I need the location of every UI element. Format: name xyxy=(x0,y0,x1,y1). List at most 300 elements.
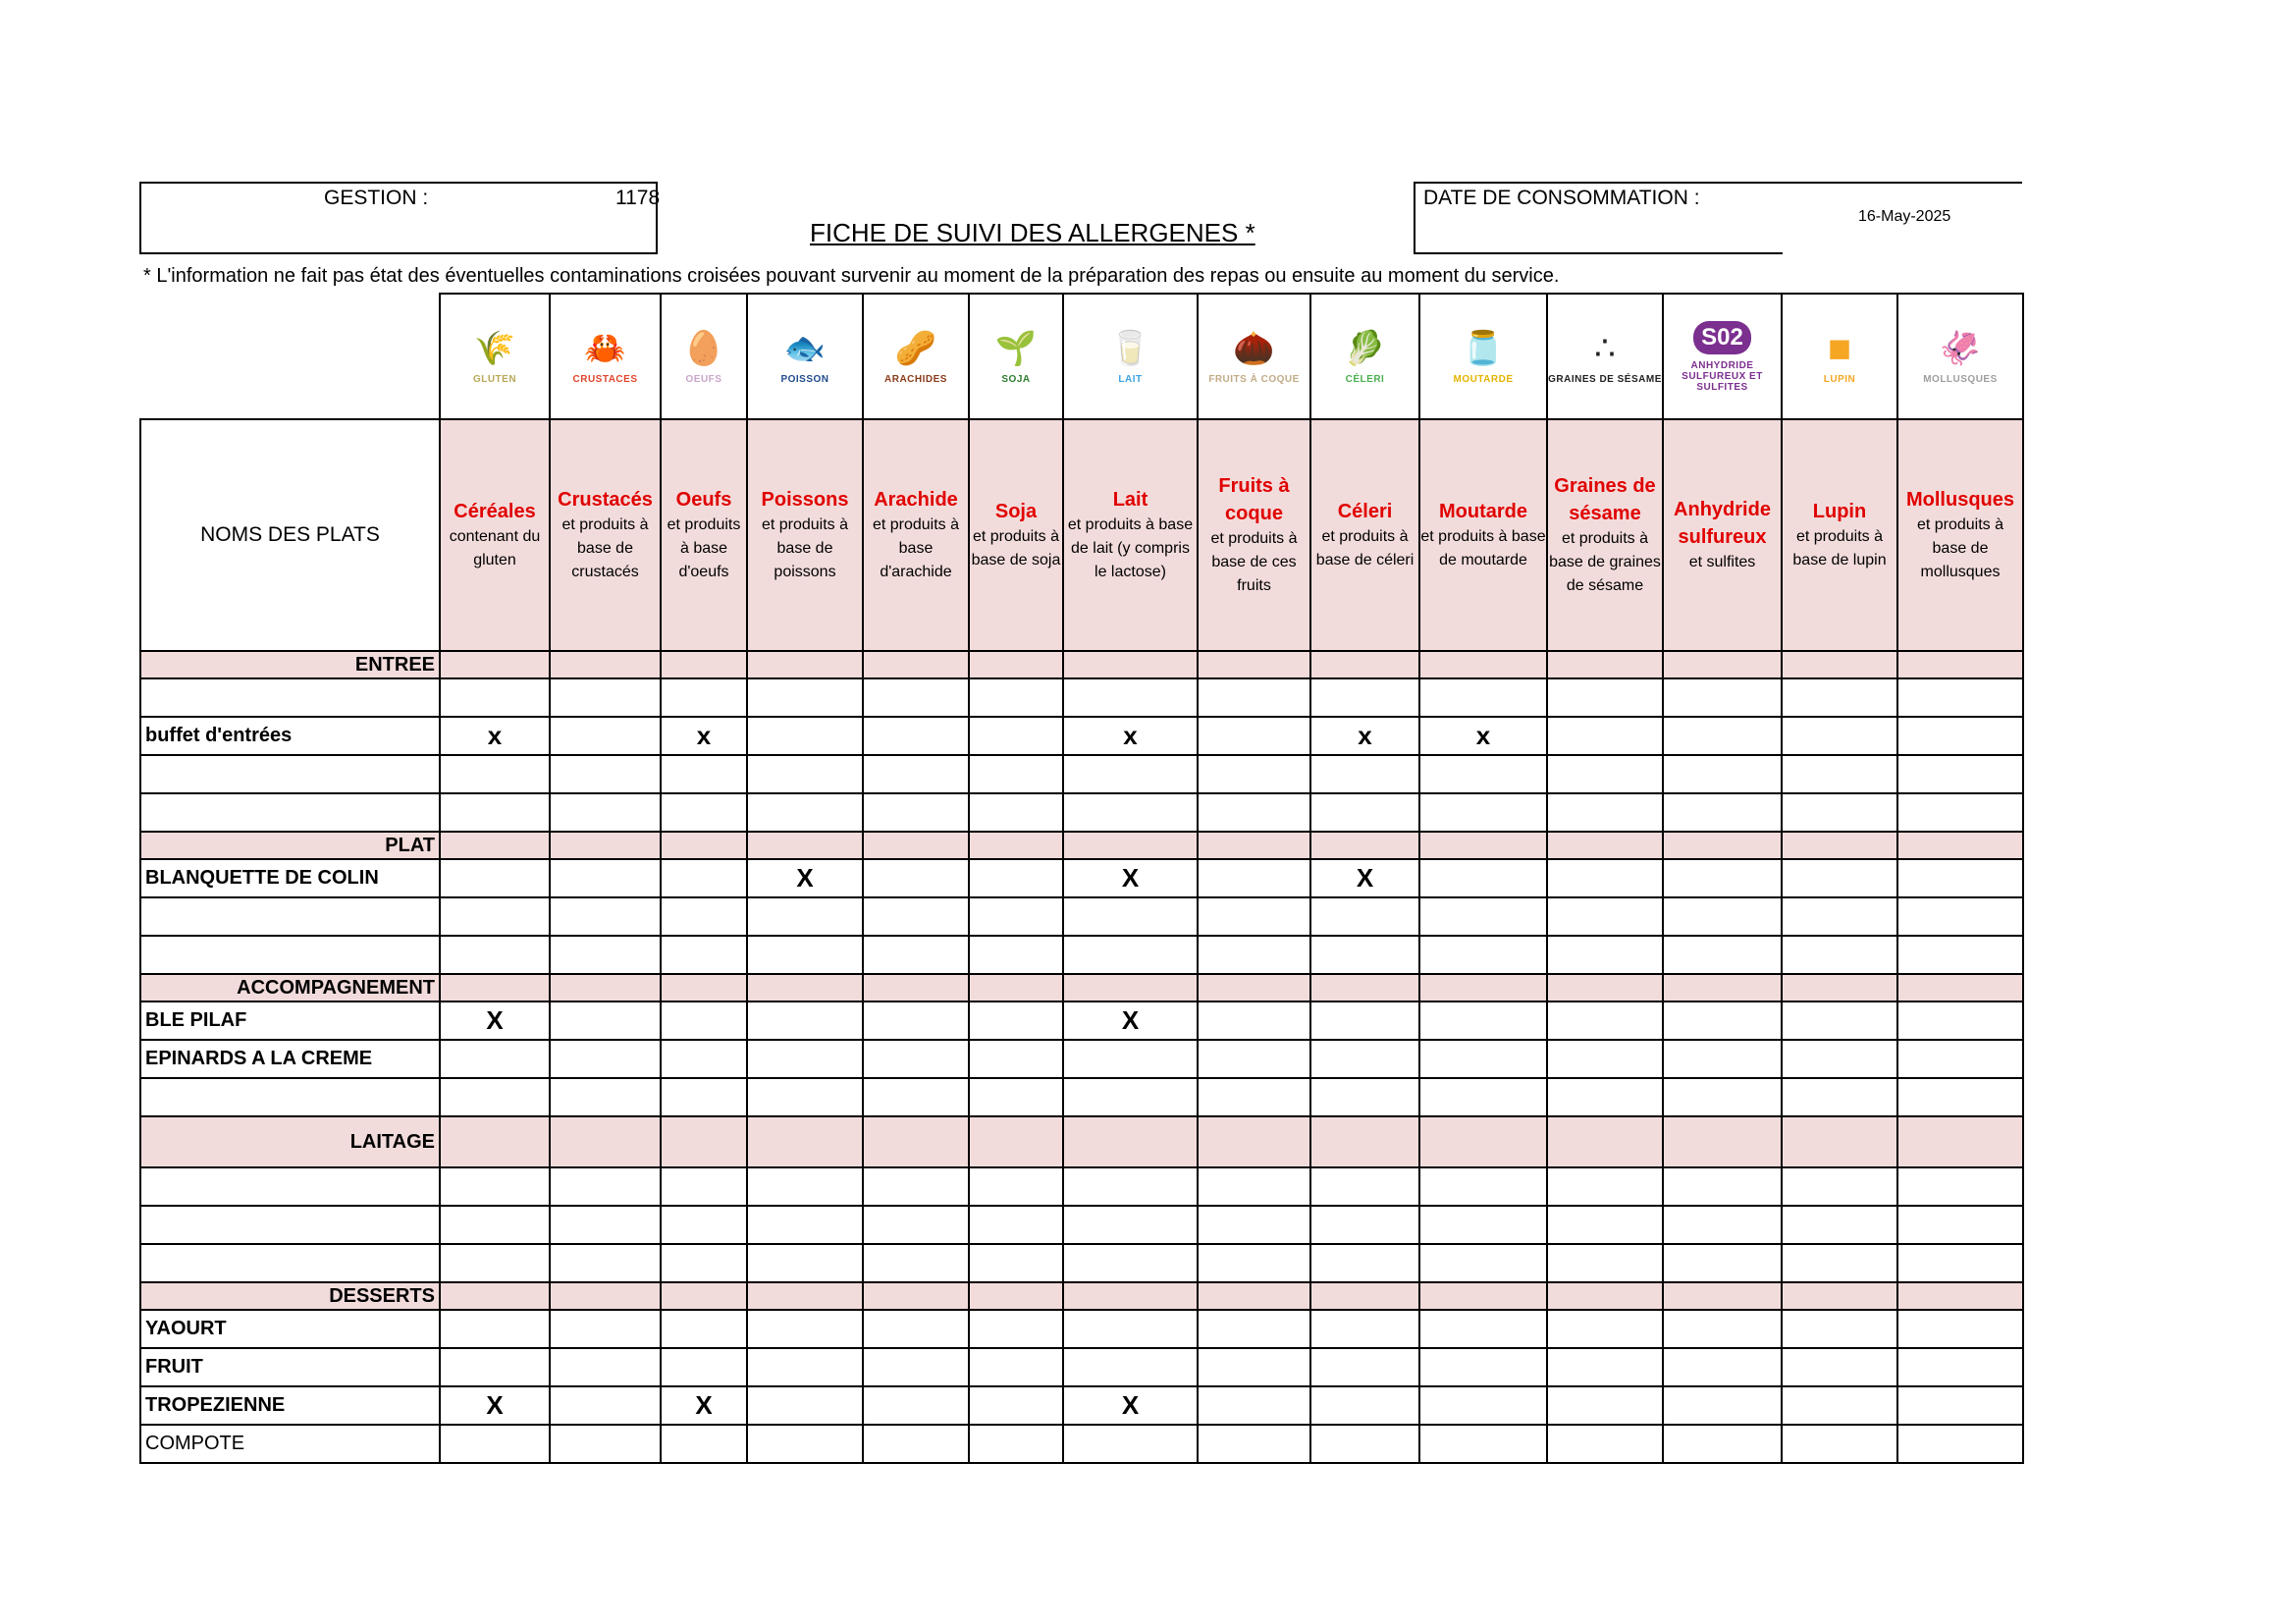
allergen-mark-cell[interactable] xyxy=(863,793,969,832)
allergen-mark-cell[interactable] xyxy=(1663,1425,1782,1463)
allergen-mark-cell[interactable] xyxy=(440,1310,550,1348)
allergen-mark-cell[interactable] xyxy=(1419,1386,1547,1425)
allergen-mark-cell[interactable] xyxy=(1310,793,1419,832)
allergen-mark-cell[interactable] xyxy=(661,793,747,832)
allergen-mark-cell[interactable] xyxy=(1419,1244,1547,1282)
allergen-mark-cell[interactable] xyxy=(1310,1244,1419,1282)
allergen-mark-cell[interactable] xyxy=(863,897,969,936)
allergen-mark-cell[interactable] xyxy=(1198,1078,1310,1116)
allergen-name: Graines de sésame xyxy=(1554,475,1656,524)
allergen-mark-cell[interactable] xyxy=(1310,897,1419,936)
allergen-mark-cell[interactable] xyxy=(863,936,969,974)
allergen-mark-cell[interactable] xyxy=(661,755,747,793)
allergen-mark-cell[interactable]: X xyxy=(661,1386,747,1425)
allergen-mark-cell[interactable] xyxy=(1547,717,1663,755)
allergen-mark-cell[interactable] xyxy=(747,1386,863,1425)
allergen-mark-cell[interactable] xyxy=(1547,1001,1663,1040)
section-cell xyxy=(1198,1282,1310,1310)
allergen-mark-cell[interactable] xyxy=(550,678,661,717)
allergen-mark-cell[interactable] xyxy=(1547,1348,1663,1386)
allergen-mark-cell[interactable] xyxy=(1310,1425,1419,1463)
dish-row xyxy=(140,1310,2023,1348)
allergen-mark-cell[interactable] xyxy=(1547,1078,1663,1116)
allergen-mark-cell[interactable] xyxy=(747,1206,863,1244)
section-cell xyxy=(1419,651,1547,678)
allergen-mark-cell[interactable] xyxy=(1782,1167,1897,1206)
allergen-mark-cell[interactable]: X xyxy=(747,859,863,897)
section-cell xyxy=(1310,651,1419,678)
allergen-mark-cell[interactable] xyxy=(440,859,550,897)
allergen-mark-cell[interactable] xyxy=(1897,1040,2023,1078)
allergen-mark-cell[interactable] xyxy=(1663,1001,1782,1040)
allergen-mark-cell[interactable] xyxy=(969,1310,1063,1348)
allergen-mark-cell[interactable] xyxy=(1198,1348,1310,1386)
allergen-mark-cell[interactable] xyxy=(1419,678,1547,717)
allergen-mark-cell[interactable] xyxy=(1310,678,1419,717)
allergen-mark-cell[interactable] xyxy=(1419,897,1547,936)
dish-name[interactable] xyxy=(140,1167,440,1206)
allergen-mark-cell[interactable] xyxy=(969,755,1063,793)
allergen-icon-cell xyxy=(863,294,969,419)
allergen-mark-cell[interactable] xyxy=(1547,1425,1663,1463)
allergen-header-cell xyxy=(863,419,969,651)
allergen-mark-cell[interactable] xyxy=(661,1078,747,1116)
allergen-mark-cell[interactable] xyxy=(1782,897,1897,936)
allergen-mark-cell[interactable] xyxy=(440,1040,550,1078)
allergen-mark-cell[interactable] xyxy=(863,1001,969,1040)
allergen-mark-cell[interactable] xyxy=(863,1078,969,1116)
allergen-mark-cell[interactable] xyxy=(1663,793,1782,832)
allergen-mark-cell[interactable] xyxy=(440,1078,550,1116)
allergen-mark-cell[interactable] xyxy=(440,678,550,717)
dish-name[interactable]: YAOURT xyxy=(140,1310,440,1348)
dish-name[interactable]: BLE PILAF xyxy=(140,1001,440,1040)
allergen-mark-cell[interactable] xyxy=(440,755,550,793)
allergen-mark-cell[interactable] xyxy=(1310,1078,1419,1116)
allergen-mark-cell[interactable] xyxy=(1663,1206,1782,1244)
allergen-mark-cell[interactable] xyxy=(1663,717,1782,755)
allergen-mark-cell[interactable] xyxy=(550,936,661,974)
allergen-mark-cell[interactable] xyxy=(969,793,1063,832)
allergen-mark-cell[interactable] xyxy=(1897,1348,2023,1386)
dish-row xyxy=(140,1001,2023,1040)
allergen-mark-cell[interactable] xyxy=(1782,1078,1897,1116)
allergen-mark-cell[interactable] xyxy=(1198,1386,1310,1425)
allergen-mark-cell[interactable] xyxy=(661,1206,747,1244)
allergen-mark-cell[interactable] xyxy=(661,678,747,717)
allergen-mark-cell[interactable] xyxy=(1782,755,1897,793)
allergen-mark-cell[interactable] xyxy=(1897,1078,2023,1116)
dish-name[interactable] xyxy=(140,678,440,717)
allergen-mark-cell[interactable] xyxy=(1663,1348,1782,1386)
allergen-mark-cell[interactable] xyxy=(1198,1425,1310,1463)
allergen-mark-cell[interactable] xyxy=(1198,1310,1310,1348)
allergen-mark-cell[interactable] xyxy=(1310,1348,1419,1386)
allergen-header-cell xyxy=(969,419,1063,651)
allergen-mark-cell[interactable] xyxy=(440,1167,550,1206)
allergen-mark-cell[interactable] xyxy=(661,1040,747,1078)
allergen-mark-cell[interactable] xyxy=(1897,1001,2023,1040)
allergen-mark-cell[interactable] xyxy=(1063,1040,1198,1078)
allergen-mark-cell[interactable]: X xyxy=(440,1001,550,1040)
allergen-mark-cell[interactable] xyxy=(1419,1425,1547,1463)
allergen-mark-cell[interactable] xyxy=(440,1348,550,1386)
allergen-mark-cell[interactable] xyxy=(550,717,661,755)
allergen-mark-cell[interactable] xyxy=(1063,1244,1198,1282)
allergen-mark-cell[interactable] xyxy=(863,1167,969,1206)
allergen-mark-cell[interactable] xyxy=(747,936,863,974)
allergen-mark-cell[interactable] xyxy=(969,1078,1063,1116)
section-cell xyxy=(440,1116,550,1167)
allergen-mark-cell[interactable] xyxy=(1897,678,2023,717)
allergen-mark-cell[interactable] xyxy=(1419,1001,1547,1040)
allergen-mark-cell[interactable] xyxy=(1198,755,1310,793)
allergen-mark-cell[interactable] xyxy=(550,1040,661,1078)
allergen-mark-cell[interactable] xyxy=(863,755,969,793)
allergen-icon-caption: MOUTARDE xyxy=(1453,373,1514,385)
allergen-mark-cell[interactable] xyxy=(1663,1167,1782,1206)
allergen-mark-cell[interactable] xyxy=(863,1244,969,1282)
allergen-mark-cell[interactable] xyxy=(1310,1167,1419,1206)
allergen-mark-cell[interactable] xyxy=(1198,1040,1310,1078)
allergen-mark-cell[interactable] xyxy=(1782,936,1897,974)
dish-name[interactable] xyxy=(140,793,440,832)
allergen-mark-cell[interactable] xyxy=(747,1167,863,1206)
allergen-mark-cell[interactable] xyxy=(1063,1425,1198,1463)
allergen-mark-cell[interactable] xyxy=(661,1167,747,1206)
allergen-mark-cell[interactable] xyxy=(1547,755,1663,793)
allergen-mark-cell[interactable] xyxy=(1663,678,1782,717)
allergen-mark-cell[interactable] xyxy=(1663,755,1782,793)
allergen-mark-cell[interactable] xyxy=(550,755,661,793)
allergen-mark-cell[interactable] xyxy=(1897,897,2023,936)
allergen-mark-cell[interactable] xyxy=(1782,1001,1897,1040)
allergen-mark-cell[interactable] xyxy=(1663,1310,1782,1348)
allergen-mark-cell[interactable] xyxy=(863,678,969,717)
dish-name[interactable]: TROPEZIENNE xyxy=(140,1386,440,1425)
allergen-mark-cell[interactable] xyxy=(1897,717,2023,755)
allergen-mark-cell[interactable] xyxy=(1782,1244,1897,1282)
allergen-mark-cell[interactable] xyxy=(1310,1206,1419,1244)
allergen-mark-cell[interactable] xyxy=(1198,678,1310,717)
allergen-mark-cell[interactable] xyxy=(550,1078,661,1116)
allergen-mark-cell[interactable] xyxy=(1897,1206,2023,1244)
allergen-mark-cell[interactable] xyxy=(1782,678,1897,717)
allergen-mark-cell[interactable] xyxy=(661,859,747,897)
allergen-mark-cell[interactable] xyxy=(1663,859,1782,897)
allergen-mark-cell[interactable] xyxy=(1782,793,1897,832)
allergen-mark-cell[interactable] xyxy=(550,859,661,897)
allergen-mark-cell[interactable] xyxy=(1063,1078,1198,1116)
allergen-mark-cell[interactable] xyxy=(1663,936,1782,974)
allergen-mark-cell[interactable] xyxy=(747,1001,863,1040)
section-cell xyxy=(1663,1116,1782,1167)
allergen-mark-cell[interactable] xyxy=(1663,1078,1782,1116)
allergen-name: Moutarde xyxy=(1439,501,1527,522)
section-cell xyxy=(1663,1282,1782,1310)
allergen-mark-cell[interactable]: X xyxy=(1310,859,1419,897)
allergen-mark-cell[interactable] xyxy=(1063,1167,1198,1206)
allergen-mark-cell[interactable] xyxy=(1063,897,1198,936)
section-row xyxy=(140,1116,2023,1167)
allergen-mark-cell[interactable] xyxy=(1310,1001,1419,1040)
dish-name[interactable]: COMPOTE xyxy=(140,1425,440,1463)
allergen-mark-cell[interactable] xyxy=(969,859,1063,897)
allergen-mark-cell[interactable] xyxy=(1782,1206,1897,1244)
allergen-mark-cell[interactable] xyxy=(969,936,1063,974)
allergen-mark-cell[interactable] xyxy=(1547,1386,1663,1425)
allergen-mark-cell[interactable] xyxy=(1198,1206,1310,1244)
allergen-mark-cell[interactable] xyxy=(1419,793,1547,832)
allergen-mark-cell[interactable] xyxy=(1063,678,1198,717)
allergen-mark-cell[interactable] xyxy=(1310,1386,1419,1425)
gestion-value: 1178 xyxy=(615,187,661,209)
dish-name[interactable]: BLANQUETTE DE COLIN xyxy=(140,859,440,897)
allergen-mark-cell[interactable] xyxy=(863,717,969,755)
allergen-mark-cell[interactable] xyxy=(1547,897,1663,936)
allergen-mark-cell[interactable] xyxy=(969,1001,1063,1040)
dish-row xyxy=(140,793,2023,832)
allergen-mark-cell[interactable] xyxy=(661,1348,747,1386)
allergen-mark-cell[interactable] xyxy=(969,1348,1063,1386)
allergen-mark-cell[interactable] xyxy=(1547,678,1663,717)
allergen-mark-cell[interactable] xyxy=(1063,936,1198,974)
allergen-header-cell xyxy=(747,419,863,651)
section-cell xyxy=(440,651,550,678)
allergen-mark-cell[interactable] xyxy=(747,1348,863,1386)
allergen-icon-caption: FRUITS À COQUE xyxy=(1208,373,1300,385)
allergen-mark-cell[interactable] xyxy=(1897,936,2023,974)
allergen-mark-cell[interactable] xyxy=(1782,1386,1897,1425)
allergen-mark-cell[interactable] xyxy=(440,1206,550,1244)
allergen-mark-cell[interactable] xyxy=(550,1167,661,1206)
allergen-mark-cell[interactable] xyxy=(747,1040,863,1078)
allergen-mark-cell[interactable]: x xyxy=(1063,717,1198,755)
section-cell xyxy=(969,1116,1063,1167)
allergen-mark-cell[interactable] xyxy=(1063,793,1198,832)
allergen-mark-cell[interactable] xyxy=(1419,936,1547,974)
allergen-mark-cell[interactable] xyxy=(1547,1167,1663,1206)
allergen-icon-cell xyxy=(969,294,1063,419)
dish-name[interactable] xyxy=(140,755,440,793)
allergen-mark-cell[interactable] xyxy=(863,1348,969,1386)
allergen-mark-cell[interactable] xyxy=(1198,717,1310,755)
allergen-mark-cell[interactable] xyxy=(1419,859,1547,897)
allergen-mark-cell[interactable] xyxy=(1198,936,1310,974)
allergen-description: et produits à base d'oeufs xyxy=(667,516,741,580)
allergen-mark-cell[interactable] xyxy=(1419,1040,1547,1078)
names-header: NOMS DES PLATS xyxy=(140,419,440,651)
allergen-mark-cell[interactable] xyxy=(1419,1348,1547,1386)
allergen-mark-cell[interactable] xyxy=(1310,936,1419,974)
allergen-name: Céréales xyxy=(454,501,536,522)
allergen-mark-cell[interactable] xyxy=(1897,755,2023,793)
section-cell xyxy=(1547,974,1663,1001)
allergen-mark-cell[interactable] xyxy=(1897,859,2023,897)
allergen-mark-cell[interactable] xyxy=(969,1425,1063,1463)
dish-name[interactable] xyxy=(140,1078,440,1116)
allergen-mark-cell[interactable] xyxy=(863,1310,969,1348)
allergen-mark-cell[interactable] xyxy=(440,1244,550,1282)
allergen-mark-cell[interactable] xyxy=(1198,1001,1310,1040)
allergen-mark-cell[interactable] xyxy=(1897,1167,2023,1206)
section-cell xyxy=(747,651,863,678)
allergen-mark-cell[interactable] xyxy=(550,1310,661,1348)
allergen-mark-cell[interactable] xyxy=(550,1386,661,1425)
allergen-mark-cell[interactable] xyxy=(1782,1348,1897,1386)
dish-name[interactable]: buffet d'entrées xyxy=(140,717,440,755)
allergen-mark-cell[interactable] xyxy=(969,1386,1063,1425)
allergen-mark-cell[interactable] xyxy=(550,1206,661,1244)
allergen-mark-cell[interactable] xyxy=(1547,1040,1663,1078)
dish-row xyxy=(140,1167,2023,1206)
allergen-mark-cell[interactable] xyxy=(550,897,661,936)
allergen-mark-cell[interactable] xyxy=(1782,1040,1897,1078)
section-cell xyxy=(863,1282,969,1310)
allergen-mark-cell[interactable] xyxy=(1663,1244,1782,1282)
allergen-mark-cell[interactable] xyxy=(1897,1310,2023,1348)
allergen-name: Soja xyxy=(994,501,1038,522)
allergen-mark-cell[interactable] xyxy=(1419,1310,1547,1348)
allergen-mark-cell[interactable] xyxy=(969,678,1063,717)
allergen-mark-cell[interactable] xyxy=(863,1425,969,1463)
allergen-mark-cell[interactable] xyxy=(1419,1167,1547,1206)
allergen-mark-cell[interactable] xyxy=(1663,1040,1782,1078)
allergen-mark-cell[interactable] xyxy=(1547,859,1663,897)
allergen-mark-cell[interactable] xyxy=(1063,1206,1198,1244)
allergen-mark-cell[interactable] xyxy=(747,897,863,936)
allergen-mark-cell[interactable] xyxy=(661,1244,747,1282)
allergen-mark-cell[interactable] xyxy=(1310,1040,1419,1078)
allergen-mark-cell[interactable] xyxy=(1897,793,2023,832)
allergen-mark-cell[interactable] xyxy=(550,1425,661,1463)
allergen-mark-cell[interactable] xyxy=(440,936,550,974)
allergen-mark-cell[interactable] xyxy=(1419,1206,1547,1244)
allergen-mark-cell[interactable] xyxy=(1663,897,1782,936)
allergen-mark-cell[interactable] xyxy=(1198,793,1310,832)
allergen-mark-cell[interactable]: x xyxy=(1419,717,1547,755)
allergen-name: Lait xyxy=(1112,489,1148,511)
dish-name[interactable]: EPINARDS A LA CREME xyxy=(140,1040,440,1078)
allergen-description: contenant du gluten xyxy=(449,528,541,568)
allergen-mark-cell[interactable] xyxy=(1310,755,1419,793)
allergen-mark-cell[interactable] xyxy=(1782,1310,1897,1348)
allergen-mark-cell[interactable] xyxy=(661,1425,747,1463)
dish-name[interactable]: FRUIT xyxy=(140,1348,440,1386)
allergen-mark-cell[interactable] xyxy=(1198,1167,1310,1206)
allergen-mark-cell[interactable]: X xyxy=(1063,859,1198,897)
allergen-mark-cell[interactable] xyxy=(1547,1206,1663,1244)
allergen-mark-cell[interactable]: X xyxy=(440,1386,550,1425)
allergen-mark-cell[interactable] xyxy=(1198,1244,1310,1282)
allergen-mark-cell[interactable] xyxy=(1897,1386,2023,1425)
allergen-mark-cell[interactable] xyxy=(747,1310,863,1348)
allergen-mark-cell[interactable] xyxy=(440,897,550,936)
allergen-mark-cell[interactable] xyxy=(969,1040,1063,1078)
allergen-mark-cell[interactable] xyxy=(1063,1310,1198,1348)
allergen-name: Fruits à coque xyxy=(1218,475,1290,524)
section-cell xyxy=(1419,832,1547,859)
allergen-mark-cell[interactable] xyxy=(1897,1244,2023,1282)
allergen-mark-cell[interactable] xyxy=(747,717,863,755)
section-cell xyxy=(1782,974,1897,1001)
allergen-mark-cell[interactable]: X xyxy=(1063,1001,1198,1040)
allergen-mark-cell[interactable] xyxy=(1547,793,1663,832)
allergen-mark-cell[interactable] xyxy=(863,1040,969,1078)
allergen-mark-cell[interactable] xyxy=(1547,1244,1663,1282)
allergen-mark-cell[interactable] xyxy=(969,1167,1063,1206)
allergen-mark-cell[interactable]: x xyxy=(440,717,550,755)
allergen-mark-cell[interactable] xyxy=(1782,859,1897,897)
allergen-mark-cell[interactable] xyxy=(1782,717,1897,755)
allergen-mark-cell[interactable] xyxy=(1198,897,1310,936)
allergen-mark-cell[interactable] xyxy=(1547,936,1663,974)
allergen-mark-cell[interactable] xyxy=(1310,1310,1419,1348)
dish-name[interactable] xyxy=(140,1206,440,1244)
allergen-mark-cell[interactable] xyxy=(747,755,863,793)
allergen-icon-cell xyxy=(1547,294,1663,419)
allergen-mark-cell[interactable] xyxy=(1063,755,1198,793)
allergen-mark-cell[interactable] xyxy=(661,936,747,974)
section-cell xyxy=(1547,832,1663,859)
allergen-mark-cell[interactable] xyxy=(969,897,1063,936)
allergen-mark-cell[interactable] xyxy=(1419,755,1547,793)
allergen-mark-cell[interactable] xyxy=(969,717,1063,755)
allergen-mark-cell[interactable] xyxy=(440,1425,550,1463)
allergen-mark-cell[interactable] xyxy=(1198,859,1310,897)
allergen-mark-cell[interactable] xyxy=(969,1244,1063,1282)
section-cell xyxy=(1897,1116,2023,1167)
allergen-mark-cell[interactable] xyxy=(1063,1348,1198,1386)
allergen-mark-cell[interactable] xyxy=(969,1206,1063,1244)
section-label: DESSERTS xyxy=(140,1282,440,1310)
allergen-mark-cell[interactable] xyxy=(1419,1078,1547,1116)
allergen-mark-cell[interactable] xyxy=(661,1001,747,1040)
allergen-mark-cell[interactable]: x xyxy=(661,717,747,755)
allergen-mark-cell[interactable] xyxy=(863,1386,969,1425)
allergen-mark-cell[interactable] xyxy=(550,1001,661,1040)
celery-icon: 🥬 xyxy=(1344,329,1386,367)
dish-name[interactable] xyxy=(140,936,440,974)
peanut-icon: 🥜 xyxy=(894,329,937,367)
allergen-mark-cell[interactable]: X xyxy=(1063,1386,1198,1425)
allergen-mark-cell[interactable] xyxy=(550,793,661,832)
allergen-mark-cell[interactable] xyxy=(747,793,863,832)
dish-name[interactable] xyxy=(140,1244,440,1282)
allergen-mark-cell[interactable] xyxy=(661,897,747,936)
allergen-mark-cell[interactable] xyxy=(1782,1425,1897,1463)
allergen-mark-cell[interactable] xyxy=(863,859,969,897)
allergen-mark-cell[interactable] xyxy=(747,1244,863,1282)
dish-name[interactable] xyxy=(140,897,440,936)
allergen-mark-cell[interactable] xyxy=(863,1206,969,1244)
allergen-mark-cell[interactable] xyxy=(1897,1425,2023,1463)
allergen-mark-cell[interactable] xyxy=(747,1425,863,1463)
allergen-mark-cell[interactable] xyxy=(747,678,863,717)
section-cell xyxy=(1663,832,1782,859)
allergen-mark-cell[interactable] xyxy=(747,1078,863,1116)
allergen-mark-cell[interactable] xyxy=(661,1310,747,1348)
allergen-mark-cell[interactable] xyxy=(1663,1386,1782,1425)
milk-icon: 🥛 xyxy=(1109,329,1151,367)
allergen-mark-cell[interactable] xyxy=(1547,1310,1663,1348)
allergen-mark-cell[interactable] xyxy=(550,1348,661,1386)
section-cell xyxy=(550,1116,661,1167)
allergen-mark-cell[interactable]: x xyxy=(1310,717,1419,755)
allergen-mark-cell[interactable] xyxy=(550,1244,661,1282)
allergen-mark-cell[interactable] xyxy=(440,793,550,832)
dish-row xyxy=(140,1386,2023,1425)
